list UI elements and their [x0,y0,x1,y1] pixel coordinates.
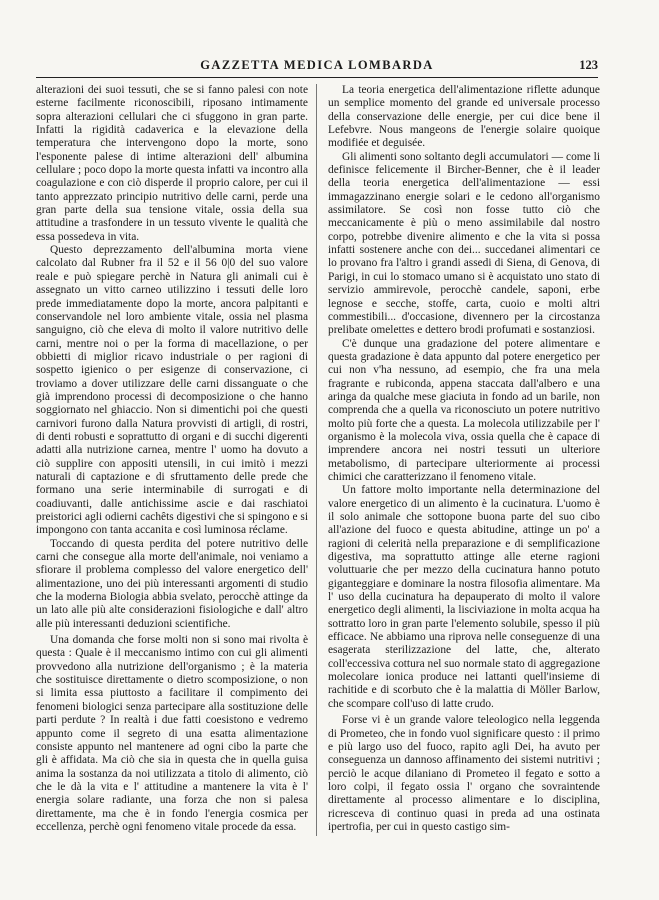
paragraph: Questo deprezzamento dell'albumina morta viene calcolato dal Rubner fra il 52 e il 56 0|0 del suo valore reale e può spiegare perchè in Natura gli animali cui è assegnato un vitto carneo utilizzino i tessuti delle loro prede immediatamente dopo la morte, ancora palpitanti e conservandole nel loro ambiente vitale, ossia nel plasma sanguigno, ciò che eleva di molto il valore nutritivo delle carni, mentre noi o per la forma di macellazione, o per obbietti di miglior ricavo industriale o per ragioni di sospetto igienico o per esigenze di conservazione, ci troviamo a dover utilizzare delle carni dissanguate o che già imprendono processi di decomposizione o che hanno soggiornato nel ghiaccio. Non si dimentichi poi che questi carnivori furono dalla Natura provvisti di artigli, di rostri, di denti robusti e soprattutto di organi e di succhi digerenti adatti alla nutrizione carnea, mentre l' uomo ha dovuto a ciò supplire con appositi utensili, in cui imitò i mezzi naturali di captazione e di sfruttamento delle prede che formano una serie interminabile di surrogati e di coadiuvanti, dalle antichissime ascie e dai raschiatoi preistorici agli odierni cachêts digestivi che si spingono e si impongono con tanta accanita e così luminosa réclame. [36,244,308,537]
header-rule [36,77,598,78]
paragraph: Un fattore molto importante nella determinazione del valore energetico di un alimento è la cucinatura. L'uomo è il solo animale che sottopone buona parte del suo cibo all'azione del fuoco e questa abitudine, attinge un po' a ragioni di celerità nella preparazione e di semplificazione digestiva, ma soprattutto attinge alle eterne ragioni voluttuarie che per mezzo della cucinatura hanno potuto giganteggiare e dominare la nostra filosofia alimentare. Ma l' uso della cucinatura ha depauperato di molto il valore energetico degli alimenti, la lisciviazione in molta acqua ha sottratto loro in gran parte l'elemento solubile, spesso il più efficace. Ne abbiamo una riprova nelle conseguenze di una esagerata sterilizzazione del latte, che, alterato coll'eccessiva cottura nel suo normale stato di aggregazione molecolare ionica produce nei lattanti quell'insieme di rachitide e di scorbuto che è la malattia di Möller Barlow, che scompare coll'uso di latte crudo. [328,484,600,710]
paragraph: Forse vi è un grande valore teleologico nella leggenda di Prometeo, che in fondo vuol significare questo : il primo e più largo uso del fuoco, rapito agli Dei, ha avuto per conseguenza un dannoso affinamento dei sistemi nutritivi ; perciò le acque dilaniano di Prometeo il fegato e sotto a loro colpi, il fegato ossia l' organo che sovraintende direttamente al processo alimentare e lo disciplina, ricresceva di continuo quasi in preda ad una ostinata ipertrofia, per cui in questo castigo sim- [328,714,600,833]
column-divider [316,84,317,836]
paragraph: alterazioni dei suoi tessuti, che se si fanno palesi con note esterne facilmente riconoscibili, riposano intimamente sopra alterazioni cellulari che ci sfuggono in gran parte. Infatti la rigidità cadaverica e la elevazione della temperatura che intervengono dopo la morte, sono l'esponente palese di intime alterazioni dell' albumina cellulare ; poco dopo la morte questa infatti va incontro alla coagulazione e con ciò disperde il proprio calore, per cui il tanto apprezzato principio nutritivo delle carni, perde una gran parte della sua tensione vitale, ossia della sua attitudine a trasfondere in un tessuto vivente le qualità che essa possedeva in vita. [36,84,308,243]
paragraph: Gli alimenti sono soltanto degli accumulatori — come li definisce felicemente il Bircher-Benner, che è il leader della teoria energetica dell'alimentazione — essi immagazzinano energie solari e le cedono all'organismo assimilatore. Se così non fosse tutto ciò che meccanicamente è più o meno assimilabile dal nostro corpo, potrebbe divenire alimento e che la vita si possa infatti sostenere anche con dei... succedanei alimentari ce lo provano fra l'altro i grandi assedi di Siena, di Genova, di Parigi, in cui lo stomaco umano si è acquistato uno stato di servizio ammirevole, perocchè candele, saponi, erbe legnose e secche, stoffe, carta, cuoio e molti altri commestibili... d'occasione, divennero per la circostanza prelibate omelettes e dettero brodi profumati e sostanziosi. [328,150,600,337]
running-title: GAZZETTA MEDICA LOMBARDA [200,58,434,72]
paragraph: Una domanda che forse molti non si sono mai rivolta è questa : Quale è il meccanismo intimo con cui gli alimenti provvedono alla nutrizione dell'organismo ; è la materia che sostituisce direttamente o dietro scomposizione, o non si limita essa piuttosto a facilitare il compimento dei fenomeni biologici senza partecipare alla sostituzione delle parti perdute ? In realtà i due fatti coesistono e vedremo appunto come il segreto di una esatta alimentazione consiste appunto nel mantenere ad ogni cibo la parte che gli è affidata. Ma ciò che sia in questa che in quella guisa anima la sostanza da noi utilizzata a titolo di alimento, ciò che le dà la vita e l' attitudine a mantenere la vita è l' energia solare radiante, una forza che non si palesa direttamente, ma che è in fondo l'energia cosmica per eccellenza, perchè ogni fenomeno vitale procede da essa. [36,634,308,833]
paragraph: C'è dunque una gradazione del potere alimentare e questa gradazione è data appunto dal potere energetico per cui non v'ha nessuno, ad esempio, che fra una mela fragrante e rubiconda, appena staccata dall'albero e una aringa da qualche mese giaciuta in fondo ad un barile, non comprenda che a quella va riconosciuto un potere nutritivo molto più forte che a questa. La molecola utilizzabile per l' organismo è la molecola viva, ossia quella che è capace di imprendere ancora nei nostri tessuti un ulteriore metabolismo, di partecipare ulteriormente ai processi chimici che caratterizzano il fenomeno vitale. [328,337,600,483]
left-column [36,84,308,844]
paragraph: La teoria energetica dell'alimentazione riflette adunque un semplice momento del grande ed universale processo della conservazione delle energie, per cui dice bene il Lefebvre. Nous mangeons de l'energie solaire quoique modifiée et deguisée. [328,84,600,150]
paragraph: Toccando di questa perdita del potere nutritivo delle carni che consegue alla morte dell'animale, noi veniamo a sfiorare il problema complesso del valore energetico dell' alimentazione, uno dei più interessanti argomenti di studio che la moderna Biologia abbia svelato, perocchè attinge da un lato alle più alte considerazioni fisiologiche e dall' altro alle più interessanti deduzioni scientifiche. [36,537,308,630]
page-number: 123 [579,58,598,72]
right-column [328,84,600,844]
page-header [36,58,598,74]
